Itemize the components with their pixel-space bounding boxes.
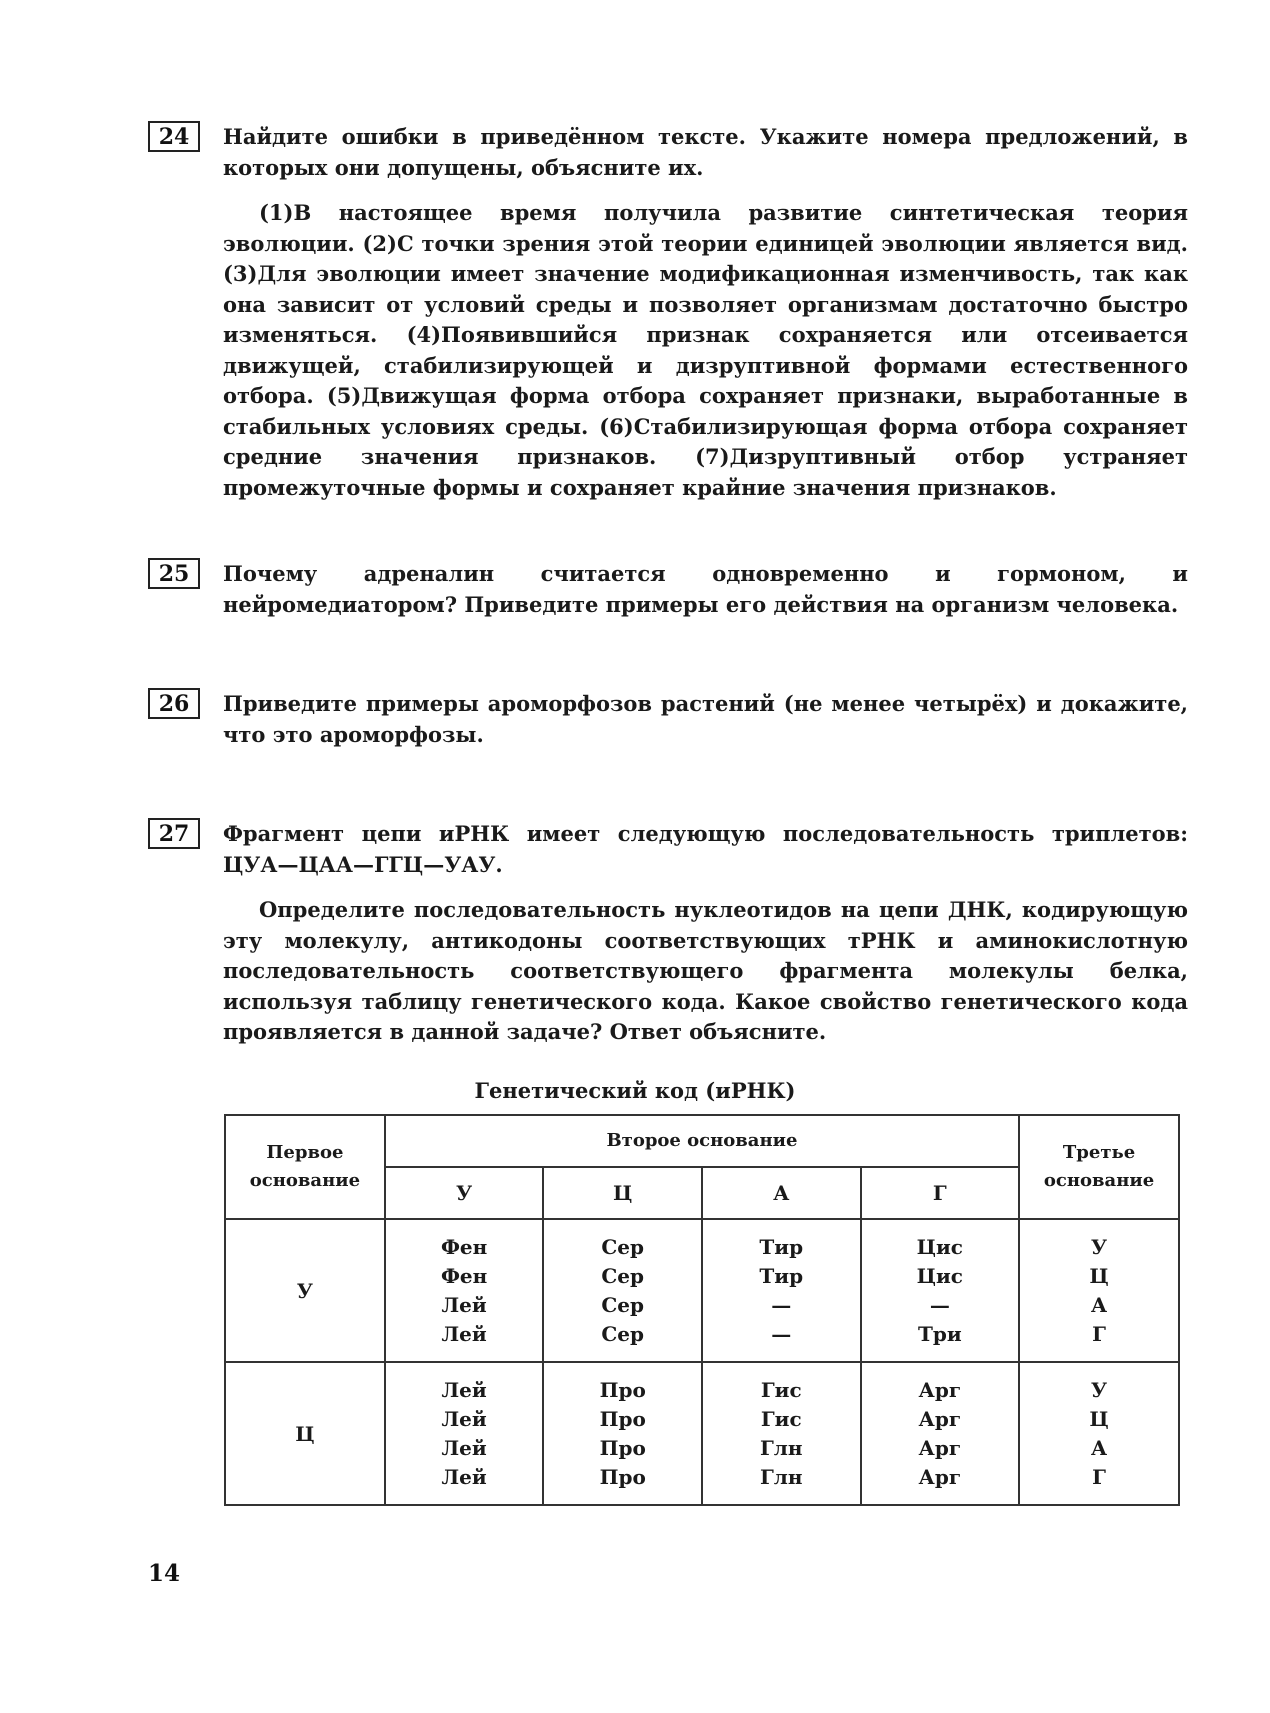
header-first-base-label: Первое основание: [249, 1142, 361, 1191]
codon-cell: [861, 1219, 1020, 1362]
amino-acid: Тир: [759, 1263, 804, 1288]
codon-cell: [385, 1362, 544, 1505]
third-base: Ц: [1089, 1263, 1109, 1288]
third-base: У: [1090, 1234, 1108, 1259]
table-row: [225, 1362, 1179, 1505]
header-second-base: Второе основание: [385, 1115, 1019, 1167]
amino-acid: Лей: [441, 1406, 487, 1431]
task-number-box: 26: [148, 688, 200, 719]
amino-acid: Арг: [918, 1406, 962, 1431]
task-question: Почему адреналин считается одновременно и гормоном, и нейромедиатором? Приведите примеры его действия на организм человека.: [223, 561, 1188, 617]
amino-acid: Глн: [759, 1464, 803, 1489]
amino-acid: Про: [599, 1377, 646, 1402]
amino-acid: Фен: [440, 1234, 488, 1259]
first-base-cell: Ц: [225, 1362, 385, 1505]
task-text: Определите последовательность нуклеотидов на цепи ДНК, кодирующую эту молекулу, антикодоны соответствующих тРНК и аминокислотную последовательность соответствующего фрагмента молекулы белка, используя таблицу генетического кода. Какое свойство генетического кода проявляется в данной задаче? Ответ объясните.: [223, 897, 1188, 1044]
first-base-cell: У: [225, 1219, 385, 1362]
amino-acid: Про: [599, 1464, 646, 1489]
task-number-box: 25: [148, 558, 200, 589]
amino-acid: Сер: [601, 1263, 644, 1288]
task-question: Фрагмент цепи иРНК имеет следующую последовательность триплетов: ЦУА—ЦАА—ГГЦ—УАУ.: [223, 821, 1188, 877]
codon-cell: [861, 1362, 1020, 1505]
third-base: У: [1090, 1377, 1108, 1402]
amino-acid: Глн: [759, 1435, 803, 1460]
amino-acid: Лей: [441, 1321, 487, 1346]
amino-acid: Арг: [918, 1377, 962, 1402]
amino-acid: —: [771, 1292, 792, 1317]
amino-acid: Лей: [441, 1464, 487, 1489]
third-base: А: [1090, 1435, 1108, 1460]
codon-cell: [702, 1219, 861, 1362]
amino-acid: Цис: [916, 1234, 963, 1259]
amino-acid: Гис: [760, 1406, 802, 1431]
codon-cell: [543, 1219, 702, 1362]
header-third-base-label: Третье основание: [1043, 1142, 1155, 1191]
task-question: Найдите ошибки в приведённом тексте. Укажите номера предложений, в которых они допущены, объясните их.: [223, 124, 1188, 180]
third-base: Ц: [1089, 1406, 1109, 1431]
third-base-cell: [1019, 1219, 1179, 1362]
page-number: 14: [148, 1560, 181, 1587]
table-row: [225, 1219, 1179, 1362]
codon-cell: [385, 1219, 544, 1362]
header-first-base: [225, 1115, 385, 1219]
third-base: Г: [1092, 1321, 1106, 1346]
codon-cell: [702, 1362, 861, 1505]
amino-acid: Цис: [916, 1263, 963, 1288]
second-base-a: А: [702, 1167, 861, 1219]
genetic-code-table: [224, 1114, 1180, 1506]
third-base-cell: [1019, 1362, 1179, 1505]
codon-cell: [543, 1362, 702, 1505]
task-number-box: 27: [148, 818, 200, 849]
amino-acid: Про: [599, 1406, 646, 1431]
third-base: Г: [1092, 1464, 1106, 1489]
amino-acid: Арг: [918, 1464, 962, 1489]
amino-acid: Лей: [441, 1377, 487, 1402]
amino-acid: Сер: [601, 1321, 644, 1346]
amino-acid: Арг: [918, 1435, 962, 1460]
task-text: (1)В настоящее время получила развитие синтетическая теория эволюции. (2)С точки зрения этой теории единицей эволюции является вид. (3)Для эволюции имеет значение модификационная изменчивость, так как она зависит от условий среды и позволяет организмам достаточно быстро изменяться. (4)Появившийся признак сохраняется или отсеивается движущей, стабилизирующей и дизруптивной формами естественного отбора. (5)Движущая форма отбора сохраняет признаки, выработанные в стабильных условиях среды. (6)Стабилизирующая форма отбора сохраняет средние значения признаков. (7)Дизруптивный отбор устраняет промежуточные формы и сохраняет крайние значения признаков.: [223, 200, 1188, 500]
amino-acid: Сер: [601, 1234, 644, 1259]
amino-acid: Гис: [760, 1377, 802, 1402]
second-base-u: У: [385, 1167, 544, 1219]
amino-acid: Три: [917, 1321, 962, 1346]
table-title: Генетический код (иРНК): [474, 1078, 796, 1103]
third-base: А: [1090, 1292, 1108, 1317]
amino-acid: —: [771, 1321, 792, 1346]
task-number-box: 24: [148, 121, 200, 152]
second-base-c: Ц: [543, 1167, 702, 1219]
amino-acid: Сер: [601, 1292, 644, 1317]
amino-acid: —: [929, 1292, 950, 1317]
amino-acid: Лей: [441, 1292, 487, 1317]
amino-acid: Тир: [759, 1234, 804, 1259]
amino-acid: Лей: [441, 1435, 487, 1460]
header-third-base: [1019, 1115, 1179, 1219]
task-question: Приведите примеры ароморфозов растений (не менее четырёх) и докажите, что это ароморфозы.: [223, 691, 1188, 747]
amino-acid: Про: [599, 1435, 646, 1460]
second-base-g: Г: [861, 1167, 1020, 1219]
amino-acid: Фен: [440, 1263, 488, 1288]
